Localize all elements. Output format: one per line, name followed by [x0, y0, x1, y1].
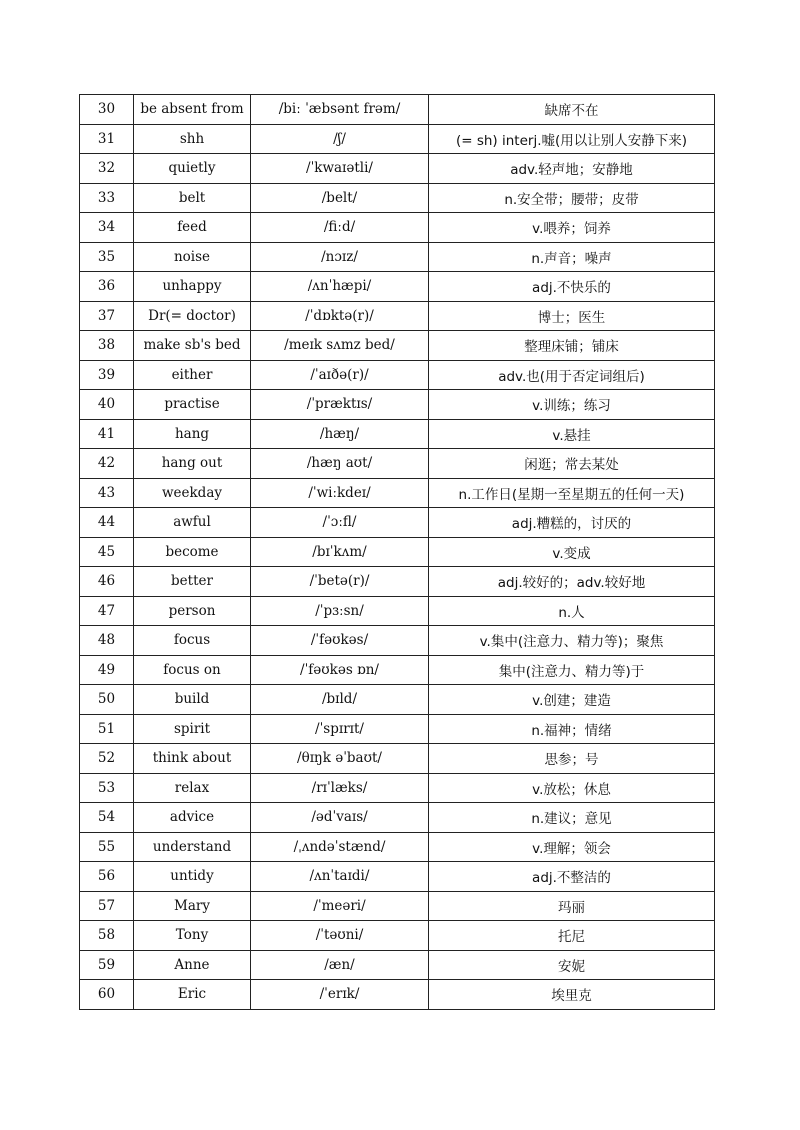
phonetic-cell: /meɪk sʌmz bed/: [251, 331, 429, 361]
definition-cell: (= sh) interj.嘘(用以让别人安静下来): [429, 124, 715, 154]
phonetic-cell: /ˈpɜːsn/: [251, 596, 429, 626]
table-row: [80, 478, 715, 508]
phonetic-cell: /ədˈvaɪs/: [251, 803, 429, 833]
definition-cell: adv.轻声地；安静地: [429, 154, 715, 184]
phonetic-cell: /nɔɪz/: [251, 242, 429, 272]
table-row: [80, 360, 715, 390]
phonetic-cell: /ˈpræktɪs/: [251, 390, 429, 420]
phonetic-cell: /ʌnˈhæpi/: [251, 272, 429, 302]
phonetic-cell: /ˈfəʊkəs/: [251, 626, 429, 656]
word-cell: think about: [134, 744, 251, 774]
word-cell: build: [134, 685, 251, 715]
row-number-cell: 33: [80, 183, 134, 213]
table-row: [80, 626, 715, 656]
table-row: [80, 124, 715, 154]
definition-cell: adv.也(用于否定词组后): [429, 360, 715, 390]
row-number-cell: 46: [80, 567, 134, 597]
definition-cell: 整理床铺；铺床: [429, 331, 715, 361]
row-number-cell: 51: [80, 714, 134, 744]
row-number-cell: 60: [80, 980, 134, 1010]
word-cell: shh: [134, 124, 251, 154]
definition-cell: n.建议；意见: [429, 803, 715, 833]
word-cell: awful: [134, 508, 251, 538]
row-number-cell: 43: [80, 478, 134, 508]
table-row: [80, 154, 715, 184]
table-row: [80, 567, 715, 597]
table-row: [80, 921, 715, 951]
phonetic-cell: /ˈfəʊkəs ɒn/: [251, 655, 429, 685]
definition-cell: adj.不整洁的: [429, 862, 715, 892]
table-row: [80, 272, 715, 302]
phonetic-cell: /ˈdɒktə(r)/: [251, 301, 429, 331]
definition-cell: 思参；号: [429, 744, 715, 774]
table-row: [80, 183, 715, 213]
row-number-cell: 57: [80, 891, 134, 921]
row-number-cell: 39: [80, 360, 134, 390]
table-row: [80, 95, 715, 125]
phonetic-cell: /biː ˈæbsənt frəm/: [251, 95, 429, 125]
definition-cell: v.喂养；饲养: [429, 213, 715, 243]
word-cell: hang: [134, 419, 251, 449]
row-number-cell: 45: [80, 537, 134, 567]
row-number-cell: 53: [80, 773, 134, 803]
table-row: [80, 508, 715, 538]
word-cell: person: [134, 596, 251, 626]
row-number-cell: 31: [80, 124, 134, 154]
row-number-cell: 58: [80, 921, 134, 951]
row-number-cell: 32: [80, 154, 134, 184]
word-cell: belt: [134, 183, 251, 213]
row-number-cell: 42: [80, 449, 134, 479]
table-row: [80, 862, 715, 892]
definition-cell: 集中(注意力、精力等)于: [429, 655, 715, 685]
definition-cell: v.创建；建造: [429, 685, 715, 715]
phonetic-cell: /ˈmeəri/: [251, 891, 429, 921]
table-row: [80, 331, 715, 361]
row-number-cell: 41: [80, 419, 134, 449]
phonetic-cell: /hæŋ/: [251, 419, 429, 449]
word-cell: Tony: [134, 921, 251, 951]
word-cell: quietly: [134, 154, 251, 184]
table-row: [80, 891, 715, 921]
phonetic-cell: /belt/: [251, 183, 429, 213]
definition-cell: adj.较好的；adv.较好地: [429, 567, 715, 597]
definition-cell: 博士；医生: [429, 301, 715, 331]
phonetic-cell: /ˈɔːfl/: [251, 508, 429, 538]
definition-cell: v.训练；练习: [429, 390, 715, 420]
phonetic-cell: /ʃ/: [251, 124, 429, 154]
word-cell: focus: [134, 626, 251, 656]
table-row: [80, 596, 715, 626]
phonetic-cell: /rɪˈlæks/: [251, 773, 429, 803]
table-row: [80, 390, 715, 420]
row-number-cell: 34: [80, 213, 134, 243]
word-cell: unhappy: [134, 272, 251, 302]
definition-cell: n.声音；噪声: [429, 242, 715, 272]
table-row: [80, 950, 715, 980]
phonetic-cell: /ˌʌndəˈstænd/: [251, 832, 429, 862]
phonetic-cell: /θɪŋk əˈbaʊt/: [251, 744, 429, 774]
word-cell: Mary: [134, 891, 251, 921]
definition-cell: 埃里克: [429, 980, 715, 1010]
word-cell: Eric: [134, 980, 251, 1010]
table-row: [80, 537, 715, 567]
row-number-cell: 47: [80, 596, 134, 626]
definition-cell: adj.不快乐的: [429, 272, 715, 302]
word-cell: focus on: [134, 655, 251, 685]
definition-cell: n.福神；情绪: [429, 714, 715, 744]
phonetic-cell: /ˈerɪk/: [251, 980, 429, 1010]
word-cell: weekday: [134, 478, 251, 508]
phonetic-cell: /bɪˈkʌm/: [251, 537, 429, 567]
row-number-cell: 49: [80, 655, 134, 685]
row-number-cell: 35: [80, 242, 134, 272]
table-row: [80, 449, 715, 479]
table-row: [80, 744, 715, 774]
row-number-cell: 56: [80, 862, 134, 892]
row-number-cell: 55: [80, 832, 134, 862]
table-row: [80, 655, 715, 685]
vocabulary-table-body: [80, 95, 715, 1010]
phonetic-cell: /ˈbetə(r)/: [251, 567, 429, 597]
table-row: [80, 301, 715, 331]
definition-cell: v.集中(注意力、精力等)；聚焦: [429, 626, 715, 656]
definition-cell: adj.糟糕的，讨厌的: [429, 508, 715, 538]
row-number-cell: 30: [80, 95, 134, 125]
word-cell: either: [134, 360, 251, 390]
table-row: [80, 832, 715, 862]
phonetic-cell: /ˈtəʊni/: [251, 921, 429, 951]
word-cell: hang out: [134, 449, 251, 479]
definition-cell: v.悬挂: [429, 419, 715, 449]
word-cell: practise: [134, 390, 251, 420]
phonetic-cell: /hæŋ aʊt/: [251, 449, 429, 479]
table-row: [80, 980, 715, 1010]
word-cell: Anne: [134, 950, 251, 980]
word-cell: untidy: [134, 862, 251, 892]
table-row: [80, 714, 715, 744]
table-row: [80, 685, 715, 715]
definition-cell: v.变成: [429, 537, 715, 567]
phonetic-cell: /ˈwiːkdeɪ/: [251, 478, 429, 508]
table-row: [80, 242, 715, 272]
definition-cell: 托尼: [429, 921, 715, 951]
word-cell: become: [134, 537, 251, 567]
table-row: [80, 803, 715, 833]
definition-cell: 闲逛；常去某处: [429, 449, 715, 479]
row-number-cell: 38: [80, 331, 134, 361]
row-number-cell: 44: [80, 508, 134, 538]
phonetic-cell: /ˈkwaɪətli/: [251, 154, 429, 184]
word-cell: better: [134, 567, 251, 597]
word-cell: advice: [134, 803, 251, 833]
definition-cell: 安妮: [429, 950, 715, 980]
definition-cell: n.工作日(星期一至星期五的任何一天): [429, 478, 715, 508]
row-number-cell: 37: [80, 301, 134, 331]
row-number-cell: 52: [80, 744, 134, 774]
phonetic-cell: /ˈaɪðə(r)/: [251, 360, 429, 390]
word-cell: make sb's bed: [134, 331, 251, 361]
row-number-cell: 59: [80, 950, 134, 980]
row-number-cell: 54: [80, 803, 134, 833]
word-cell: be absent from: [134, 95, 251, 125]
table-row: [80, 213, 715, 243]
word-cell: Dr(= doctor): [134, 301, 251, 331]
table-row: [80, 773, 715, 803]
definition-cell: 玛丽: [429, 891, 715, 921]
row-number-cell: 48: [80, 626, 134, 656]
phonetic-cell: /ʌnˈtaɪdi/: [251, 862, 429, 892]
definition-cell: n.安全带；腰带；皮带: [429, 183, 715, 213]
row-number-cell: 50: [80, 685, 134, 715]
phonetic-cell: /bɪld/: [251, 685, 429, 715]
phonetic-cell: /fiːd/: [251, 213, 429, 243]
row-number-cell: 40: [80, 390, 134, 420]
table-row: [80, 419, 715, 449]
phonetic-cell: /ˈspɪrɪt/: [251, 714, 429, 744]
definition-cell: v.理解；领会: [429, 832, 715, 862]
word-cell: relax: [134, 773, 251, 803]
definition-cell: 缺席不在: [429, 95, 715, 125]
definition-cell: n.人: [429, 596, 715, 626]
row-number-cell: 36: [80, 272, 134, 302]
definition-cell: v.放松；休息: [429, 773, 715, 803]
word-cell: noise: [134, 242, 251, 272]
word-cell: feed: [134, 213, 251, 243]
word-cell: spirit: [134, 714, 251, 744]
phonetic-cell: /æn/: [251, 950, 429, 980]
vocabulary-table: [79, 94, 715, 1010]
word-cell: understand: [134, 832, 251, 862]
